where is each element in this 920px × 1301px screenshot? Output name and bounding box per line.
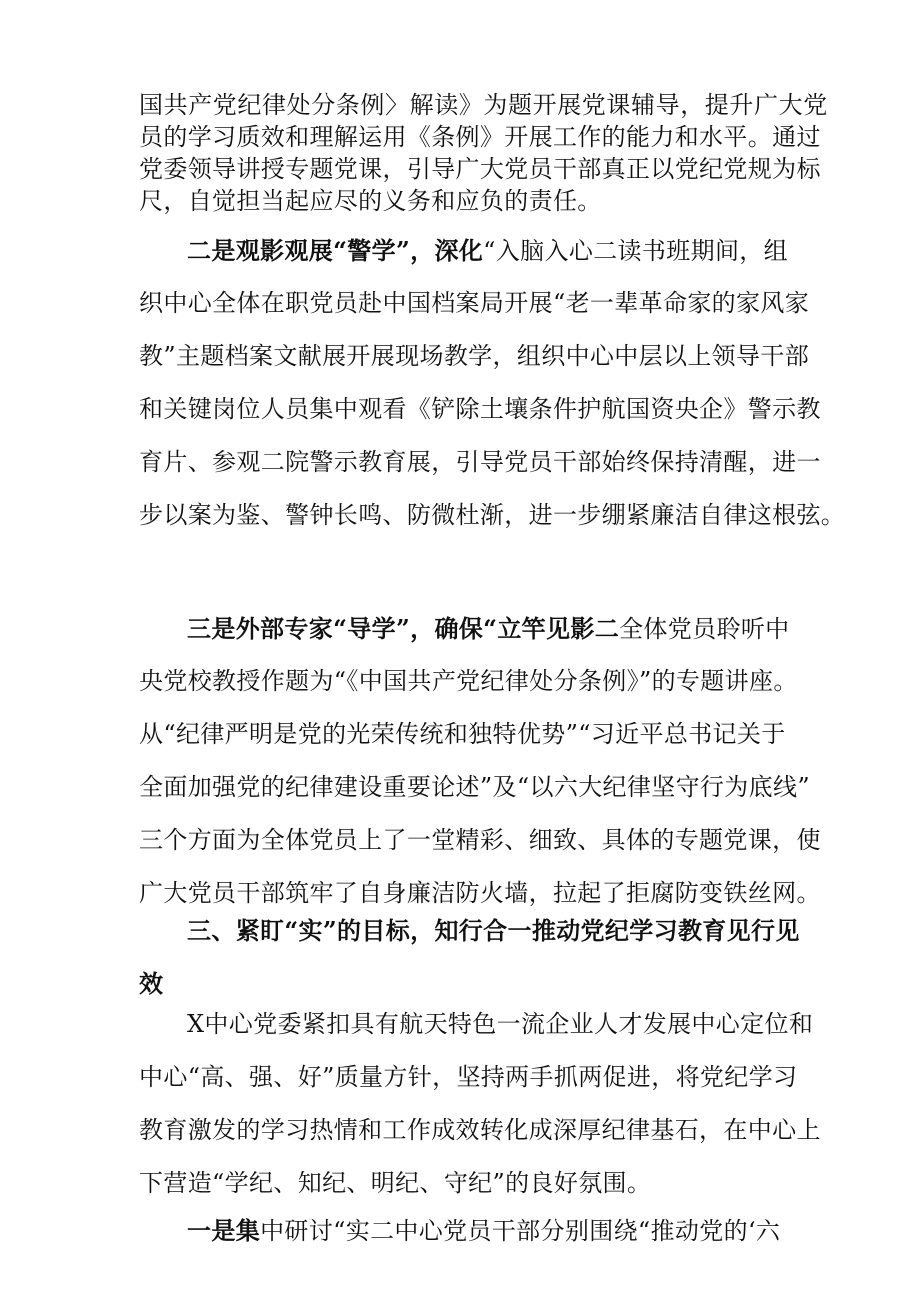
text-line: 教”主题档案文献展开展现场教学，组织中心中层以上领导干部 bbox=[139, 342, 810, 370]
paragraph-continuation bbox=[139, 90, 828, 217]
paragraph-lead-bold: 二是观影观展“警学”，深化 bbox=[187, 236, 484, 265]
paragraph-watch-learn bbox=[139, 235, 846, 531]
text-line: 步以案为鉴、警钟长鸣、防微杜渐，进一步绷紧廉洁自律这根弦。 bbox=[139, 501, 846, 529]
heading-line: 三、紧盯“实”的目标，知行合一推动党纪学习教育见行见 bbox=[187, 916, 800, 945]
paragraph-guide-learn bbox=[139, 613, 821, 909]
text-line: 央党校教授作题为“《中国共产党纪律处分条例》”的专题讲座。 bbox=[139, 667, 798, 695]
text-line: 国共产党纪律处分条例〉解读》为题开展党课辅导，提升广大党 bbox=[139, 91, 828, 119]
text-line: 教育激发的学习热情和工作成效转化成深厚纪律基石，在中心上 bbox=[139, 1116, 821, 1144]
text-line: 员的学习质效和理解运用《条例》开展工作的能力和水平。通过 bbox=[139, 123, 821, 151]
paragraph-lead-bold: 一是集 bbox=[187, 1216, 261, 1245]
text-line: 下营造“学纪、知纪、明纪、守纪”的良好氛围。 bbox=[139, 1169, 652, 1197]
text-line: 从“纪律严明是党的光荣传统和独特优势”“习近平总书记关于 bbox=[139, 720, 786, 748]
paragraph-lead-bold: 三是外部专家“导学”，确保“立竿见影二 bbox=[187, 614, 620, 643]
text-line bbox=[139, 235, 789, 266]
text-line: 广大党员干部筑牢了自身廉洁防火墙，拉起了拒腐防变铁丝网。 bbox=[139, 879, 821, 907]
text-line: 三个方面为全体党员上了一堂精彩、细致、具体的专题党课，使 bbox=[139, 826, 821, 854]
text-line: X中心党委紧扣具有航天特色一流企业人才发展中心定位和 bbox=[187, 1010, 814, 1038]
text-line: 党委领导讲授专题党课，引导广大党员干部真正以党纪党规为标 bbox=[139, 155, 821, 183]
text-line: 织中心全体在职党员赴中国档案局开展“老一辈革命家的家风家 bbox=[139, 289, 810, 317]
text-line: 育片、参观二院警示教育展，引导党员干部始终保持清醒，进一 bbox=[139, 448, 821, 476]
text-fragment: “入脑入心二读书班期间，组 bbox=[483, 237, 788, 265]
heading-line: 效 bbox=[139, 969, 164, 998]
paragraph-discussion bbox=[139, 1215, 789, 1246]
text-line: 尺，自觉担当起应尽的义务和应负的责任。 bbox=[139, 187, 602, 215]
text-fragment: 中研讨“实二中心党员干部分别围绕“推动党的‘六 bbox=[260, 1217, 781, 1245]
text-line: 全面加强党的纪律建设重要论述”及“以六大纪律坚守行为底线” bbox=[139, 773, 810, 801]
text-line: 和关键岗位人员集中观看《铲除土壤条件护航国资央企》警示教 bbox=[139, 395, 821, 423]
text-fragment: 全体党员聆听中 bbox=[619, 615, 790, 643]
text-line bbox=[139, 1215, 789, 1246]
paragraph-center-intro bbox=[139, 1009, 821, 1199]
text-line bbox=[139, 613, 789, 644]
text-line: 中心“高、强、好”质量方针，坚持两手抓两促进，将党纪学习 bbox=[139, 1063, 798, 1091]
section-heading bbox=[139, 915, 800, 999]
